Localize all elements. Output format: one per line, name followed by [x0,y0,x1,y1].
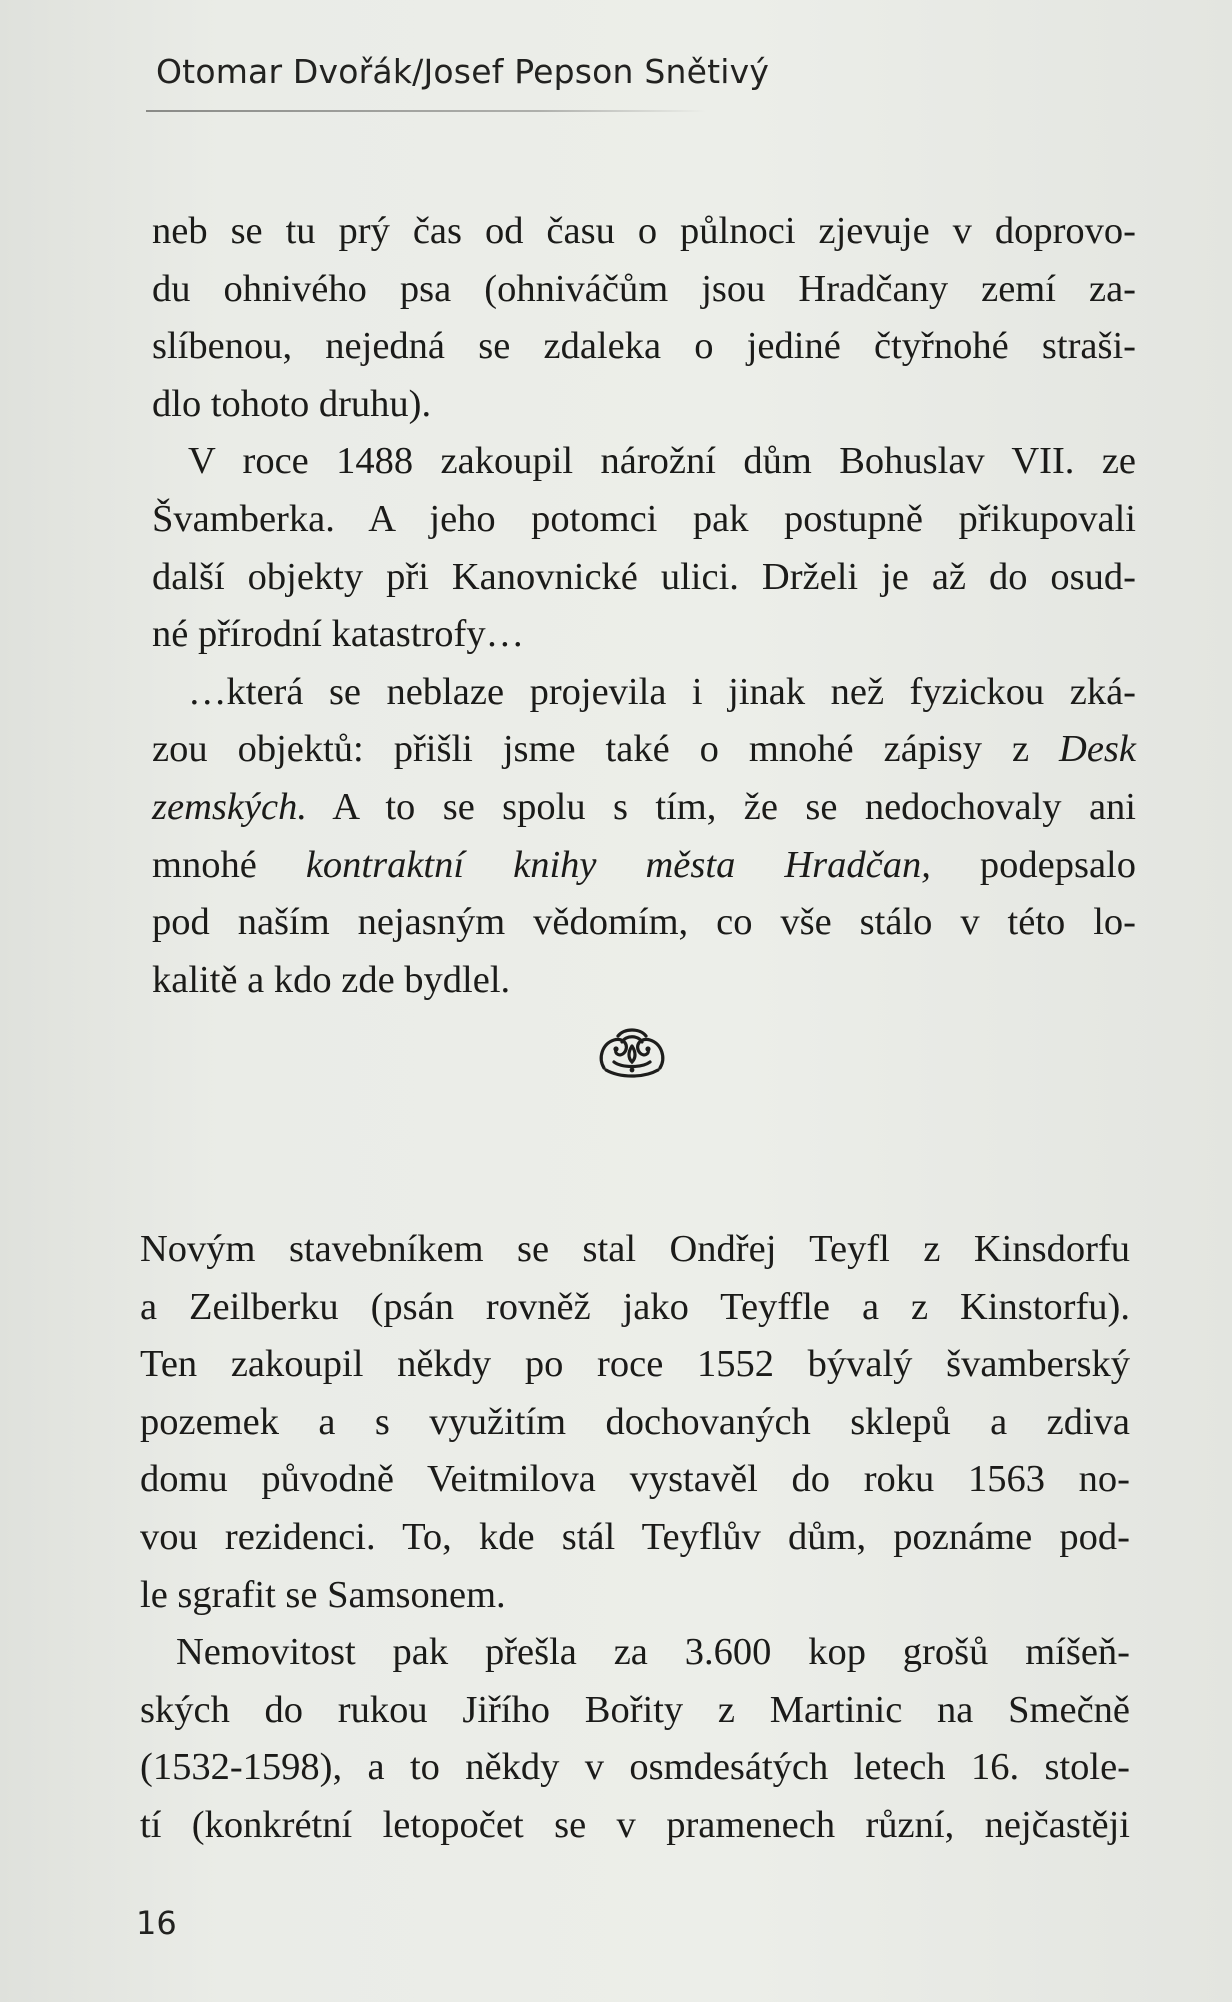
header-rule [146,110,706,112]
text-block-top [152,203,1136,1009]
text-line: vou rezidenci. To, kde stál Teyflův dům, poznáme pod- [140,1515,1130,1558]
text-line: kalitě a kdo zde bydlel. [152,958,511,1001]
text-line: dlo tohoto druhu). [152,382,432,425]
text-line: du ohnivého psa (ohniváčům jsou Hradčany zemí za- [152,267,1136,310]
text-line [152,721,1136,779]
text-line [152,837,1136,895]
text-line: (1532-1598), a to někdy v osmdesátých letech 16. stole- [140,1746,1130,1789]
text-run: A to se spolu s tím, že se nedochovaly ani [332,785,1136,828]
page-number: 16 [136,1904,177,1942]
text-line: tí (konkrétní letopočet se v pramenech různí, nejčastěji [140,1803,1130,1846]
text-line: V roce 1488 zakoupil nárožní dům Bohuslav VII. ze [188,440,1136,483]
text-line: Novým stavebníkem se stal Ondřej Teyfl z Kinsdorfu [140,1228,1130,1270]
text-line: ských do rukou Jiřího Bořity z Martinic na Smečně [140,1688,1130,1731]
italic-title: kontraktní knihy města Hradčan, [305,843,931,886]
text-line: a Zeilberku (psán rovněž jako Teyffle a z Kinstorfu). [140,1285,1130,1328]
text-line: …která se neblaze projevila i jinak než fyzickou zká- [188,670,1136,713]
text-line: další objekty při Kanovnické ulici. Drželi je až do osud- [152,555,1136,598]
text-line: domu původně Veitmilova vystavěl do roku 1563 no- [140,1458,1130,1501]
text-line: Švamberka. A jeho potomci pak postupně přikupovali [152,497,1136,540]
text-line: le sgrafit se Samsonem. [140,1573,506,1616]
text-run: podepsalo [979,843,1136,886]
text-line: né přírodní katastrofy… [152,613,525,656]
text-line [152,779,1136,837]
fleuron-icon [596,1024,668,1080]
text-line: neb se tu prý čas od času o půlnoci zjevuje v doprovo- [152,210,1136,252]
text-line: pozemek a s využitím dochovaných sklepů a zdiva [140,1400,1130,1443]
text-line: slíbenou, nejedná se zdaleka o jediné čtyřnohé straši- [152,325,1136,368]
text-run: zou objektů: přišli jsme také o mnohé zápisy z [152,728,1030,771]
italic-title: Desk [1059,728,1136,771]
text-block-bottom [140,1221,1130,1855]
text-line: Ten zakoupil někdy po roce 1552 bývalý švamberský [140,1343,1130,1386]
running-head: Otomar Dvořák/Josef Pepson Snětivý [156,52,770,91]
text-line: pod naším nejasným vědomím, co vše stálo v této lo- [152,901,1136,944]
text-line: Nemovitost pak přešla za 3.600 kop grošů míšeň- [176,1631,1130,1674]
text-run: mnohé [152,843,257,886]
italic-title: zemských. [152,785,307,828]
